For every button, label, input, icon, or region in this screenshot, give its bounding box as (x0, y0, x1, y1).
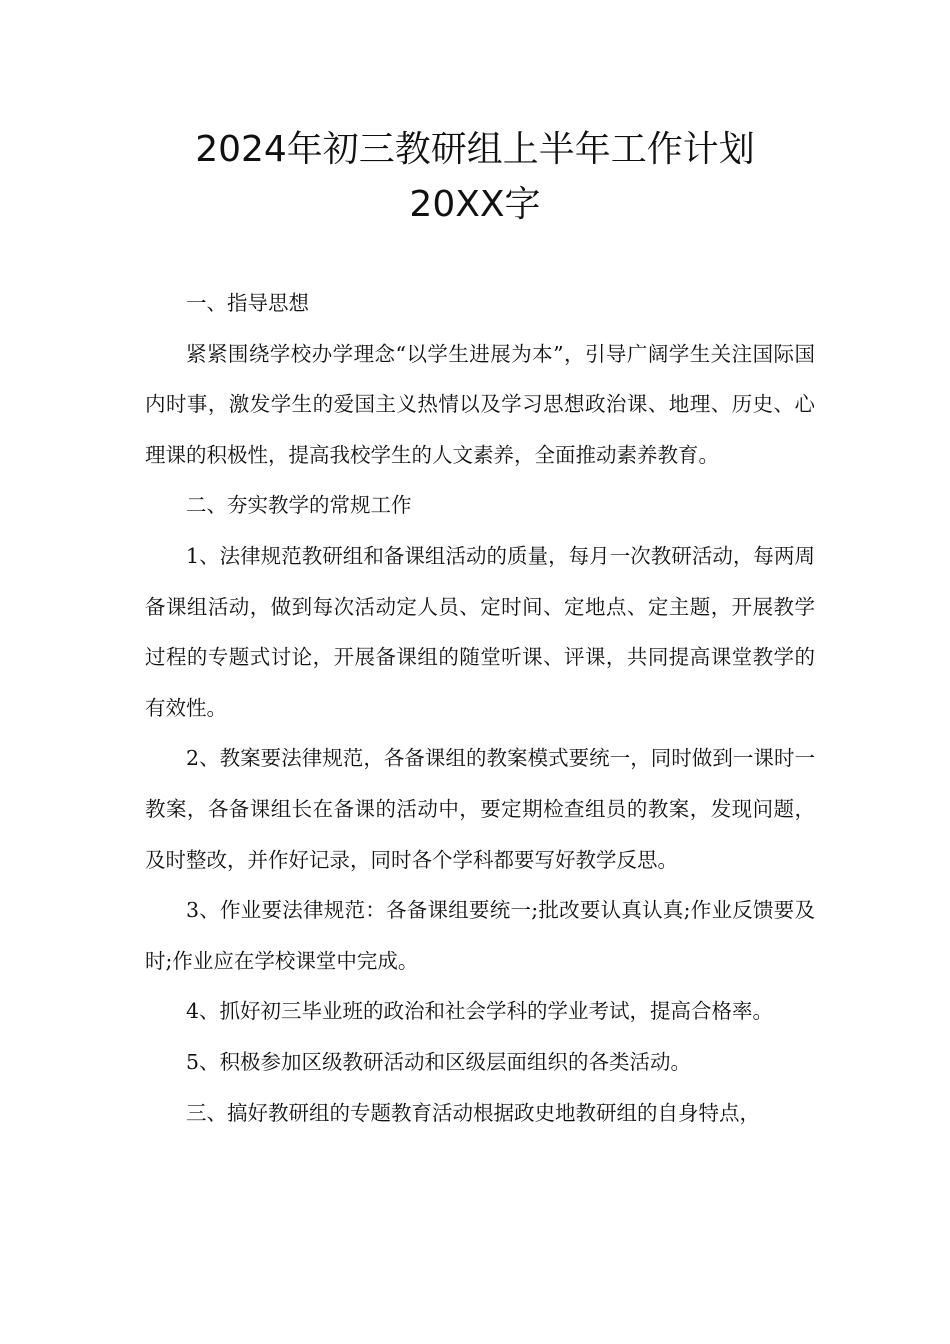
title-line-2: 20XX字 (409, 184, 541, 225)
paragraph-item-2: 2、教案要法律规范，各备课组的教案模式要统一，同时做到一课时一教案，各备课组长在备课的活动中，要定期检查组员的教案，发现问题，及时整改，并作好记录，同时各个学科都要写好教学反思。 (145, 746, 815, 872)
paragraph-item-1: 1、法律规范教研组和备课组活动的质量，每月一次教研活动，每两周备课组活动，做到每次活动定人员、定时间、定地点、定主题，开展教学过程的专题式讨论，开展备课组的随堂听课、评课，共同提高课堂教学的有效性。 (145, 543, 815, 720)
paragraph-item-4: 4、抓好初三毕业班的政治和社会学科的学业考试，提高合格率。 (186, 999, 774, 1024)
title-line-1: 2024年初三教研组上半年工作计划 (195, 129, 755, 170)
paragraph-item-5: 5、积极参加区级教研活动和区级层面组织的各类活动。 (186, 1049, 692, 1074)
document-title (0, 122, 950, 232)
paragraph-item-3: 3、作业要法律规范：各备课组要统一;批改要认真认真;作业反馈要及时;作业应在学校课堂中完成。 (145, 898, 815, 973)
document-body (145, 278, 815, 1138)
section-heading-routine-work: 二、夯实教学的常规工作 (186, 493, 412, 518)
section-heading-special-activities: 三、搞好教研组的专题教育活动根据政史地教研组的自身特点， (186, 1100, 760, 1125)
section-heading-guiding-ideology: 一、指导思想 (186, 291, 309, 315)
paragraph-guiding-ideology: 紧紧围绕学校办学理念“以学生进展为本”，引导广阔学生关注国际国内时事，激发学生的爱国主义热情以及学习思想政治课、地理、历史、心理课的积极性，提高我校学生的人文素养，全面推动素养教育。 (145, 341, 815, 467)
